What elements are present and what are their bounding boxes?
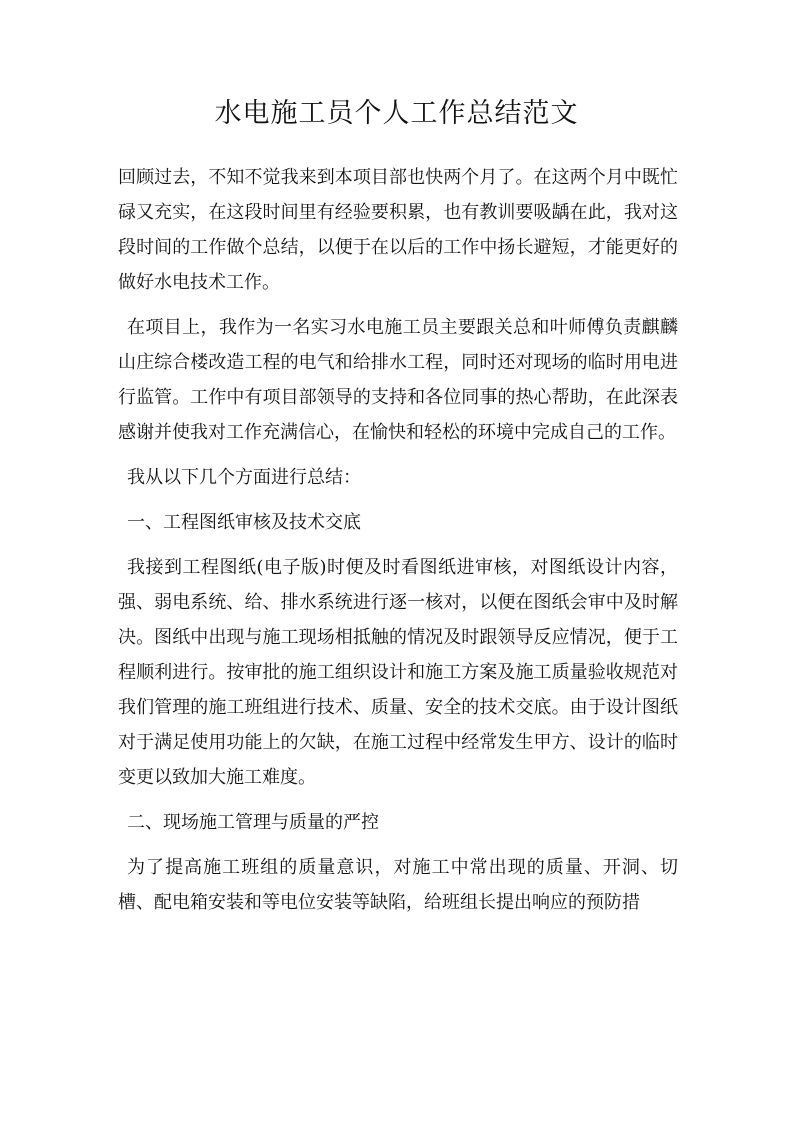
paragraph-quality-control: 为了提高施工班组的质量意识，对施工中常出现的质量、开洞、切槽、配电箱安装和等电位安装等缺陷，给班组长提出响应的预防措	[118, 857, 678, 913]
section-heading-1: 一、工程图纸审核及技术交底	[127, 512, 361, 533]
paragraph-intro: 回顾过去，不知不觉我来到本项目部也快两个月了。在这两个月中既忙碌又充实，在这段时间里有经验要积累，也有教训要吸龋在此，我对这段时间的工作做个总结，以便于在以后的工作中扬长避短，才能更好的做好水电技术工作。	[118, 167, 678, 293]
document-body	[118, 160, 678, 930]
document-title: 水电施工员个人工作总结范文	[214, 98, 579, 129]
paragraph-drawing-review: 我接到工程图纸(电子版)时便及时看图纸进审核，对图纸设计内容，强、弱电系统、给、排水系统进行逐一核对，以便在图纸会审中及时解决。图纸中出现与施工现场相抵触的情况及时跟领导反应情况，便于工程顺利进行。按审批的施工组织设计和施工方案及施工质量验收规范对我们管理的施工班组进行技术、质量、安全的技术交底。由于设计图纸对于满足使用功能上的欠缺，在施工过程中经常发生甲方、设计的临时变更以致加大施工难度。	[118, 557, 678, 788]
paragraph-summary-lead: 我从以下几个方面进行总结：	[127, 467, 361, 488]
paragraph-project-role: 在项目上，我作为一名实习水电施工员主要跟关总和叶师傅负责麒麟山庄综合楼改造工程的电气和给排水工程，同时还对现场的临时用电进行监管。工作中有项目部领导的支持和各位同事的热心帮助，在此深表感谢并使我对工作充满信心，在愉快和轻松的环境中完成自己的工作。	[118, 317, 678, 443]
section-heading-2: 二、现场施工管理与质量的严控	[127, 812, 379, 833]
